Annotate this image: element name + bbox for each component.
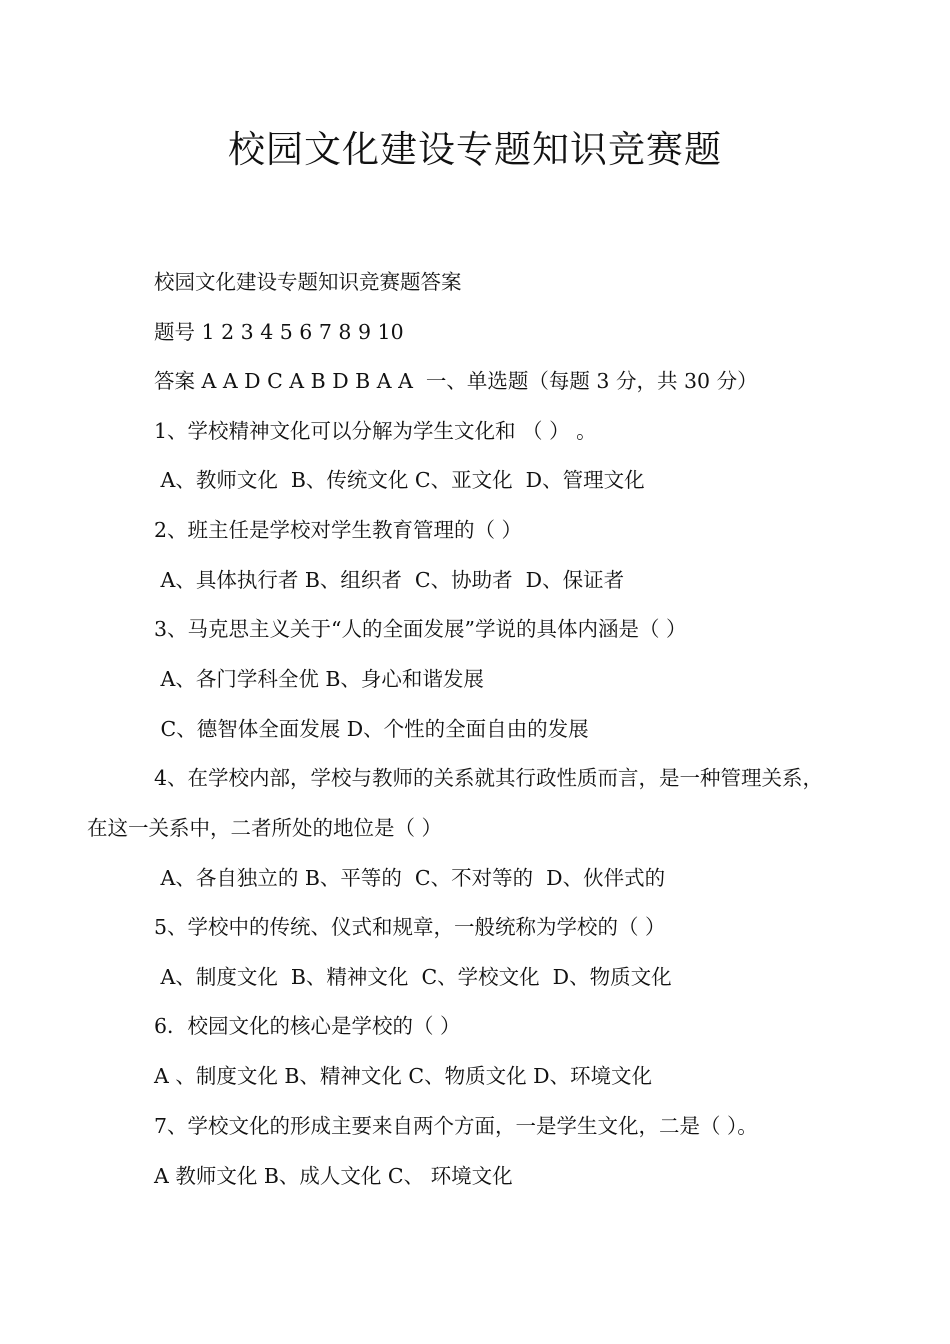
question-7-options: A 教师文化 B、成人文化 C、 环境文化 xyxy=(154,1164,513,1188)
question-2-stem: 2、班主任是学校对学生教育管理的（ ） xyxy=(154,518,523,542)
question-4-stem-continued: 在这一关系中，二者所处的地位是（ ） xyxy=(87,816,443,840)
answer-heading: 校园文化建设专题知识竞赛题答案 xyxy=(154,270,462,294)
question-5-stem: 5、学校中的传统、仪式和规章，一般统称为学校的（ ） xyxy=(154,915,666,939)
question-4-stem: 4、在学校内部，学校与教师的关系就其行政性质而言，是一种管理关系， xyxy=(154,766,824,790)
question-1-options: A、教师文化 B、传统文化 C、亚文化 D、管理文化 xyxy=(154,468,645,492)
question-1-stem: 1、学校精神文化可以分解为学生文化和 （ ） 。 xyxy=(154,419,597,443)
question-4-options: A、各自独立的 B、平等的 C、不对等的 D、伙伴式的 xyxy=(154,866,666,890)
question-7-stem: 7、学校文化的形成主要来自两个方面，一是学生文化，二是（ ）。 xyxy=(154,1114,758,1138)
question-3-options-line-1: A、各门学科全优 B、身心和谐发展 xyxy=(154,667,484,691)
question-6-stem: 6．校园文化的核心是学校的（ ） xyxy=(154,1014,461,1038)
question-5-options: A、制度文化 B、精神文化 C、学校文化 D、物质文化 xyxy=(154,965,672,989)
answers-row: 答案 A A D C A B D B A A 一、单选题（每题 3 分，共 30 分） xyxy=(154,369,758,393)
question-numbers-row: 题号 1 2 3 4 5 6 7 8 9 10 xyxy=(154,320,404,344)
question-3-stem: 3、马克思主义关于“人的全面发展”学说的具体内涵是（ ） xyxy=(154,617,687,641)
question-2-options: A、具体执行者 B、组织者 C、协助者 D、保证者 xyxy=(154,568,625,592)
question-6-options: A 、制度文化 B、精神文化 C、物质文化 D、环境文化 xyxy=(154,1064,653,1088)
document-title: 校园文化建设专题知识竞赛题 xyxy=(228,128,722,171)
question-3-options-line-2: C、德智体全面发展 D、个性的全面自由的发展 xyxy=(154,717,589,741)
